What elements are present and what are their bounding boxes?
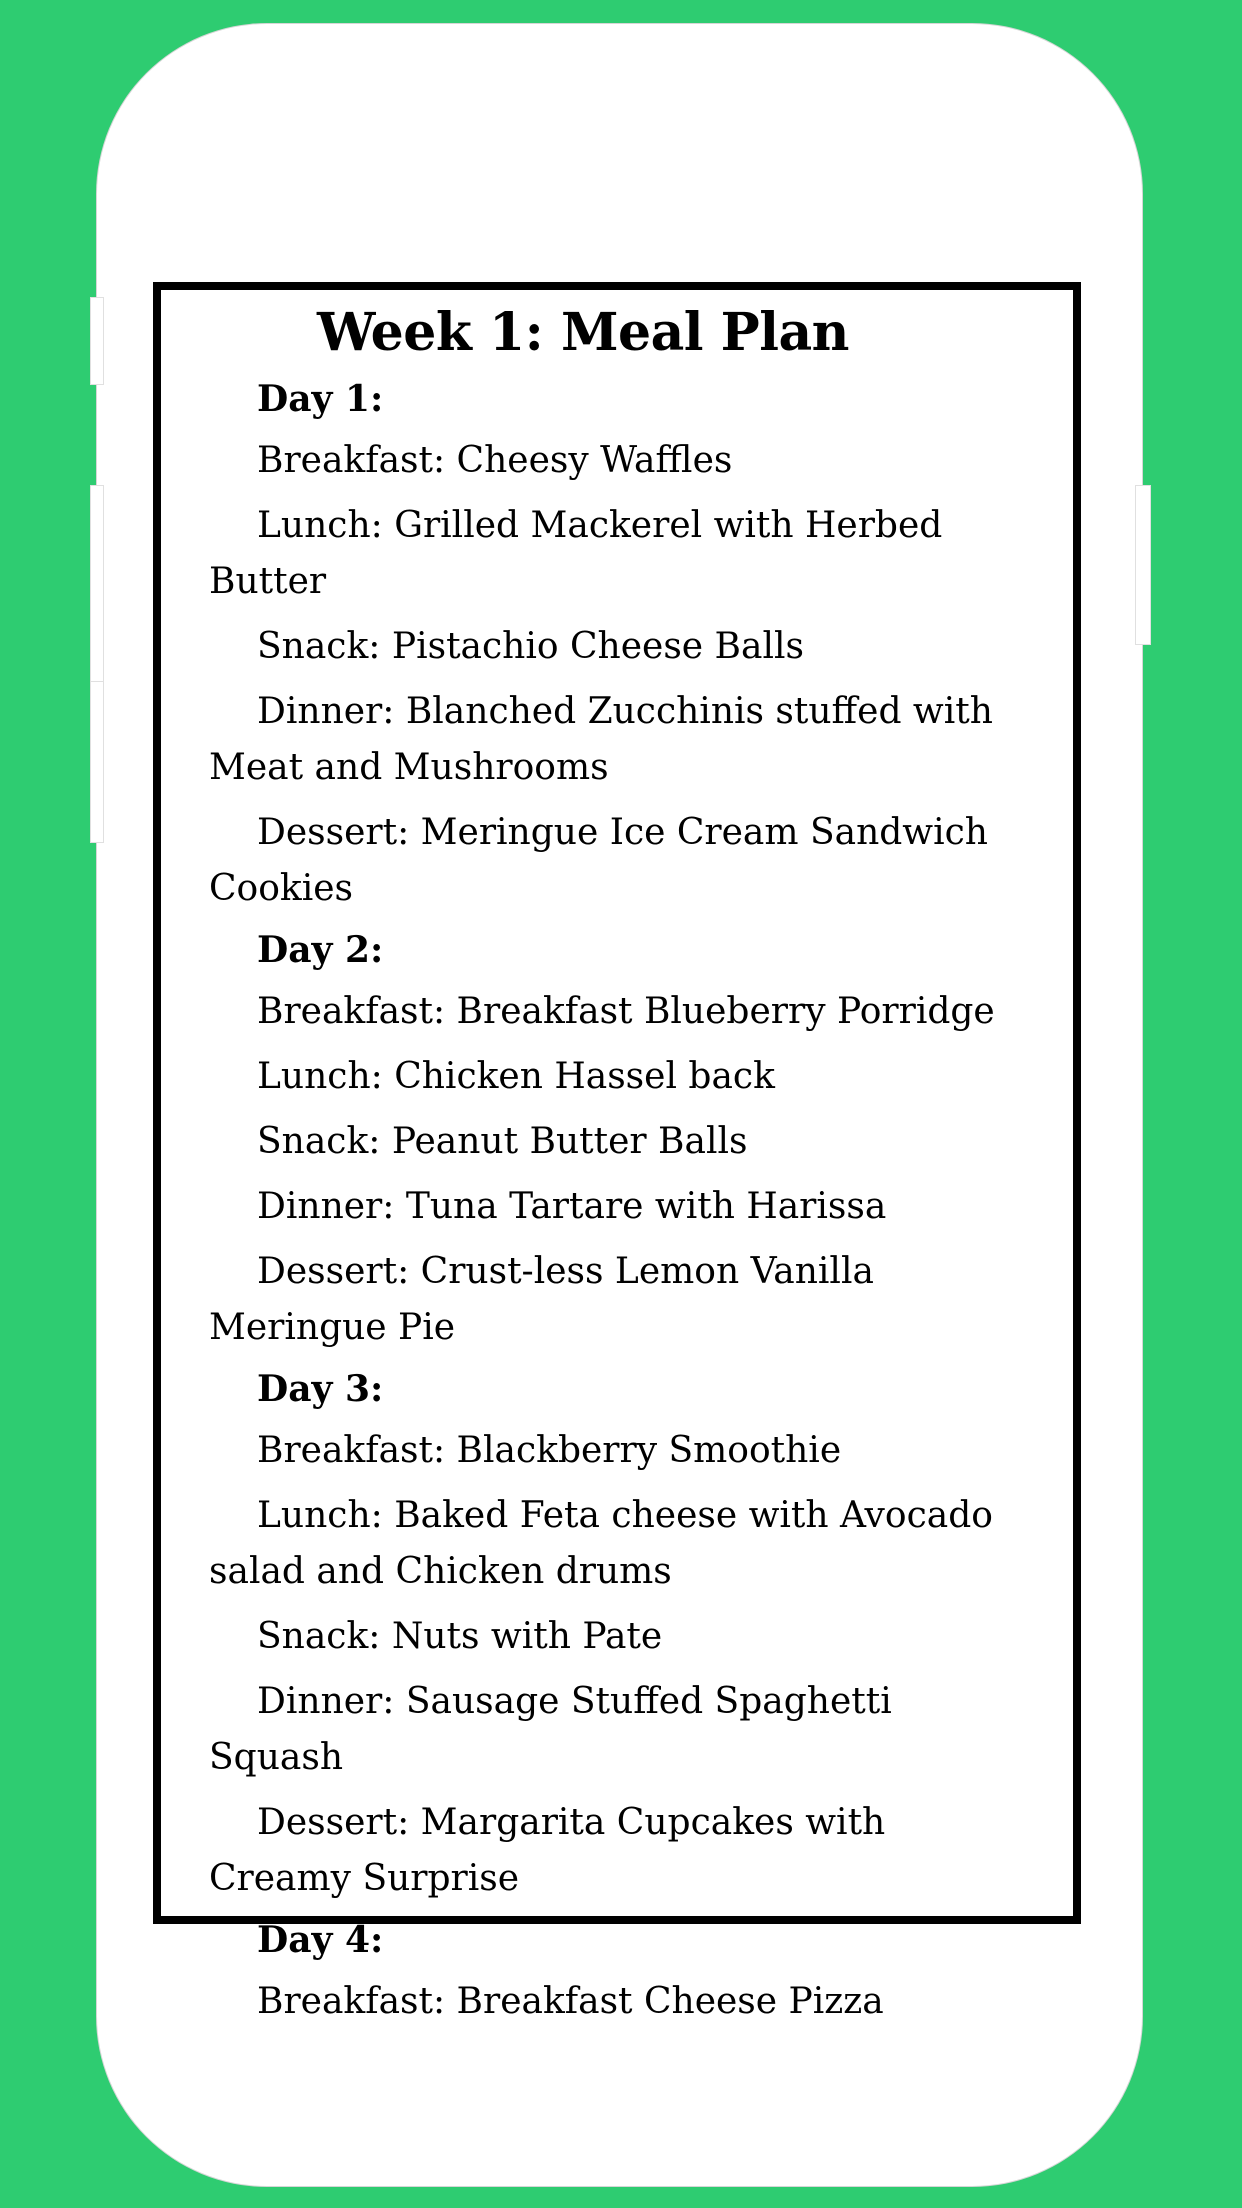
day-heading: Day 4:	[257, 1919, 384, 1961]
meal-item: Snack: Peanut Butter Balls	[257, 1121, 748, 1162]
meal-item: Breakfast: Breakfast Cheese Pizza	[257, 1981, 884, 2022]
day-heading: Day 2:	[257, 929, 384, 971]
meal-item: Dessert: Margarita Cupcakes with Creamy Surprise	[209, 1802, 886, 1899]
meal-item: Dessert: Crust-less Lemon Vanilla Meringue Pie	[209, 1251, 874, 1348]
page-title: Week 1: Meal Plan	[317, 302, 849, 363]
meal-plan-content	[161, 290, 1073, 2030]
content-screen[interactable]	[153, 282, 1081, 2022]
meal-item: Breakfast: Cheesy Waffles	[257, 440, 733, 481]
meal-item: Lunch: Baked Feta cheese with Avocado salad and Chicken drums	[209, 1495, 993, 1592]
meal-item: Lunch: Grilled Mackerel with Herbed Butter	[209, 505, 943, 602]
day-heading: Day 3:	[257, 1368, 384, 1410]
power-button	[1136, 486, 1150, 644]
meal-item: Lunch: Chicken Hassel back	[257, 1056, 775, 1097]
volume-up-button	[91, 298, 103, 384]
mute-switch	[91, 682, 103, 842]
volume-down-button	[91, 486, 103, 682]
meal-item: Dinner: Blanched Zucchinis stuffed with Meat and Mushrooms	[209, 691, 993, 788]
meal-item: Breakfast: Blackberry Smoothie	[257, 1430, 842, 1471]
meal-item: Dinner: Tuna Tartare with Harissa	[257, 1186, 887, 1227]
meal-item: Snack: Pistachio Cheese Balls	[257, 626, 804, 667]
meal-item: Snack: Nuts with Pate	[257, 1616, 663, 1657]
meal-item: Dinner: Sausage Stuffed Spaghetti Squash	[209, 1681, 892, 1778]
meal-item: Dessert: Meringue Ice Cream Sandwich Cookies	[209, 812, 988, 909]
meal-item: Breakfast: Breakfast Blueberry Porridge	[257, 991, 995, 1032]
day-heading: Day 1:	[257, 378, 384, 420]
